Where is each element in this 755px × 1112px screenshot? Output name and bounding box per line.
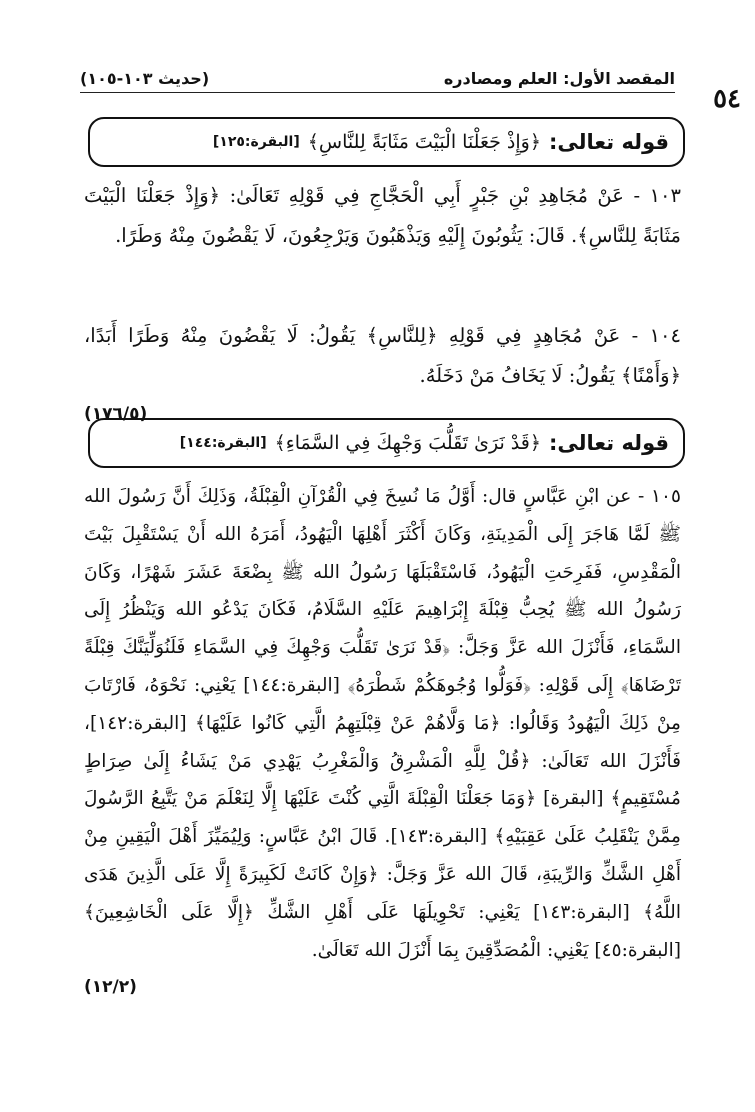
volume-page-citation: (١٧٦/٥) [84,404,148,424]
hadith-105 [84,478,681,1007]
section-reference: [البقرة:١٢٥] [212,134,300,150]
page-number: ٥٤ [713,84,741,114]
hadith-tail [84,969,681,1007]
volume-page-citation: (١٢/٢) [84,977,137,998]
hadith-text: ١٠٤ - عَنْ مُجَاهِدٍ فِي قَوْلِهِ ﴿لِلنَّاسِ﴾ يَقُولُ: لَا يَقْضُونَ مِنْهُ وَطَرًا أَبَدًا، ﴿وَأَمْنًا﴾ يَقُولُ: لَا يَخَافُ مَنْ دَخَلَهُ. [84,324,681,387]
hadith-104 [84,316,681,435]
hadith-text: ١٠٣ - عَنْ مُجَاهِدِ بْنِ جَبْرٍ أَبِي الْحَجَّاجِ فِي قَوْلِهِ تَعَالَىٰ: ﴿وَإِذْ جَعَلْنَا الْبَيْتَ مَثَابَةً لِلنَّاسِ﴾. قَالَ: يَثُوبُونَ إِلَيْهِ وَيَذْهَبُونَ وَيَرْجِعُونَ، لَا يَقْضُونَ مِنْهُ وَطَرًا. [84,184,681,247]
section-reference: [البقرة:١٤٤] [179,435,267,451]
section-heading-2 [88,418,685,468]
section-verse: ﴿وَإِذْ جَعَلْنَا الْبَيْتَ مَثَابَةً لِلنَّاسِ﴾ [307,131,541,153]
section-label: قوله تعالى: [548,431,669,455]
running-header [80,64,675,93]
section-heading-1 [88,117,685,167]
hadith-text: ١٠٥ - عن ابْنِ عَبَّاسٍ قال: أَوَّلُ مَا نُسِخَ فِي الْقُرْآنِ الْقِبْلَةُ، وَذَلِكَ أَنَّ رَسُولَ الله ﷺ لَمَّا هَاجَرَ إِلَى الْمَدِينَةِ، وَكَانَ أَكْثَرَ أَهْلِهَا الْيَهُودُ، أَمَرَهُ الله أَنْ يَسْتَقْبِلَ بَيْتَ الْمَقْدِسِ، فَفَرِحَتِ الْيَهُودُ، فَاسْتَقْبَلَهَا رَسُولُ الله ﷺ بِضْعَةَ عَشَرَ شَهْرًا، وَكَانَ رَسُولُ الله ﷺ يُحِبُّ قِبْلَةَ إِبْرَاهِيمَ عَلَيْهِ السَّلَامُ، فَكَانَ يَدْعُو الله وَيَنْظُرُ إِلَى السَّمَاءِ، فَأَنْزَلَ الله عَزَّ وَجَلَّ: ﴿قَدْ نَرَىٰ تَقَلُّبَ وَجْهِكَ فِي السَّمَاءِ فَلَنُوَلِّيَنَّكَ قِبْلَةً تَرْضَاهَا﴾ إِلَى قَوْلِهِ: ﴿فَوَلُّوا وُجُوهَكُمْ شَطْرَهُ﴾ [البقرة:١٤٤] يَعْنِي: نَحْوَهُ، فَارْتَابَ مِنْ ذَلِكَ الْيَهُودُ وَقَالُوا: ﴿مَا وَلَّاهُمْ عَنْ قِبْلَتِهِمُ الَّتِي كَانُوا عَلَيْهَا﴾ [البقرة:١٤٢]، فَأَنْزَلَ الله تَعَالَىٰ: ﴿قُلْ لِلَّهِ الْمَشْرِقُ وَالْمَغْرِبُ يَهْدِي مَنْ يَشَاءُ إِلَىٰ صِرَاطٍ مُسْتَقِيمٍ﴾ [البقرة] ﴿وَمَا جَعَلْنَا الْقِبْلَةَ الَّتِي كُنْتَ عَلَيْهَا إِلَّا لِنَعْلَمَ مَنْ يَتَّبِعُ الرَّسُولَ مِمَّنْ يَنْقَلِبُ عَلَىٰ عَقِبَيْهِ﴾ [البقرة:١٤٣]. قَالَ ابْنُ عَبَّاسٍ: وَلِيُمَيِّزَ أَهْلَ الْيَقِينِ مِنْ أَهْلِ الشَّكِّ وَالرِّيبَةِ، قَالَ الله عَزَّ وَجَلَّ: ﴿وَإِنْ كَانَتْ لَكَبِيرَةً إِلَّا عَلَى الَّذِينَ هَدَى اللَّهُ﴾ [البقرة:١٤٣] يَعْنِي: تَحْوِيلَهَا عَلَى أَهْلِ الشَّكِّ ﴿إِلَّا عَلَى الْخَاشِعِينَ﴾ [البقرة:٤٥] يَعْنِي: الْمُصَدِّقِينَ بِمَا أَنْزَلَ الله تَعَالَىٰ. [84,486,681,961]
section-verse: ﴿قَدْ نَرَىٰ تَقَلُّبَ وَجْهِكَ فِي السَّمَاءِ﴾ [274,432,541,454]
hadith-103 [84,176,681,255]
hadith-range: (حديث ١٠٣-١٠٥) [80,68,210,88]
chapter-title: المقصد الأول: العلم ومصادره [443,68,675,88]
section-label: قوله تعالى: [548,130,669,154]
